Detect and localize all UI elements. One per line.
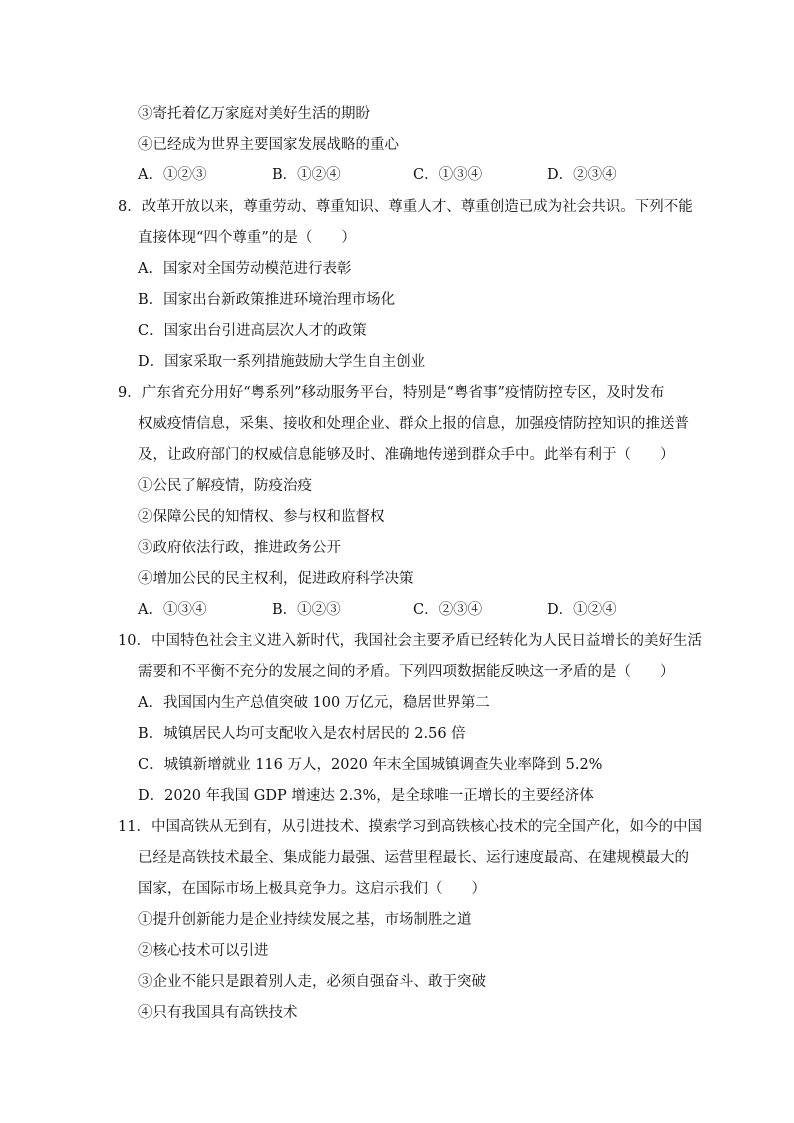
q11-statement-1: ①提升创新能力是企业持续发展之基，市场制胜之道: [138, 912, 472, 928]
q10-option-d[interactable]: D．2020 年我国 GDP 增速达 2.3%，是全球唯一正增长的主要经济体: [138, 788, 594, 804]
q7-choice-b[interactable]: B．①②④: [272, 167, 341, 183]
q7-choices: [138, 165, 658, 185]
q8-option-b[interactable]: B．国家出台新政策推进环境治理市场化: [138, 292, 396, 308]
q10-option-c[interactable]: C．城镇新增就业 116 万人，2020 年末全国城镇调查失业率降到 5.2%: [138, 757, 603, 773]
q10-option-b[interactable]: B．城镇居民人均可支配收入是农村居民的 2.56 倍: [138, 726, 466, 742]
q11-stem-line-3: 国家，在国际市场上极具竞争力。这启示我们（ ）: [138, 881, 486, 897]
q7-choice-a[interactable]: A．①②③: [138, 167, 207, 183]
q9-statement-1: ①公民了解疫情，防疫治疫: [138, 478, 312, 494]
q10-stem-line-1: 10．中国特色社会主义进入新时代，我国社会主要矛盾已经转化为人民日益增长的美好生活: [118, 633, 702, 649]
q9-choice-a[interactable]: A．①③④: [138, 602, 207, 618]
q9-choice-d[interactable]: D．①②④: [547, 602, 617, 618]
q9-statement-3: ③政府依法行政，推进政务公开: [138, 540, 341, 556]
q9-statement-4: ④增加公民的民主权利，促进政府科学决策: [138, 571, 414, 587]
q10-stem-line-2: 需要和不平衡不充分的发展之间的矛盾。下列四项数据能反映这一矛盾的是（ ）: [138, 664, 675, 680]
q11-stem-line-1: 11．中国高铁从无到有，从引进技术、摸索学习到高铁核心技术的完全国产化，如今的中国: [118, 819, 702, 835]
q9-stem-line-3: 及，让政府部门的权威信息能够及时、准确地传递到群众手中。此举有利于（ ）: [138, 447, 675, 463]
q8-option-d[interactable]: D．国家采取一系列措施鼓励大学生自主创业: [138, 354, 426, 370]
q11-statement-2: ②核心技术可以引进: [138, 943, 269, 959]
q11-stem-line-2: 已经是高铁技术最全、集成能力最强、运营里程最长、运行速度最高、在建规模最大的: [138, 850, 689, 866]
q10-option-a[interactable]: A．我国国内生产总值突破 100 万亿元，稳居世界第二: [138, 695, 490, 711]
q7-statement-4: ④已经成为世界主要国家发展战略的重心: [138, 137, 399, 153]
q8-stem-line-2: 直接体现“四个尊重”的是（ ）: [138, 230, 356, 246]
q9-statement-2: ②保障公民的知情权、参与权和监督权: [138, 509, 385, 525]
q7-choice-c[interactable]: C．①③④: [413, 167, 483, 183]
q11-statement-4: ④只有我国具有高铁技术: [138, 1005, 298, 1021]
q9-choice-c[interactable]: C．②③④: [413, 602, 483, 618]
q8-option-c[interactable]: C．国家出台引进高层次人才的政策: [138, 323, 367, 339]
q9-choices: [138, 600, 658, 620]
q8-stem-line-1: 8．改革开放以来，尊重劳动、尊重知识、尊重人才、尊重创造已成为社会共识。下列不能: [118, 199, 693, 215]
q9-choice-b[interactable]: B．①②③: [272, 602, 341, 618]
q7-statement-3: ③寄托着亿万家庭对美好生活的期盼: [138, 106, 370, 122]
q9-stem-line-2: 权威疫情信息，采集、接收和处理企业、群众上报的信息，加强疫情防控知识的推送普: [138, 416, 689, 432]
q8-option-a[interactable]: A．国家对全国劳动模范进行表彰: [138, 261, 352, 277]
q7-choice-d[interactable]: D．②③④: [547, 167, 617, 183]
q9-stem-line-1: 9．广东省充分用好“粤系列”移动服务平台，特别是“粤省事”疫情防控专区，及时发布: [118, 385, 665, 401]
q11-statement-3: ③企业不能只是跟着别人走，必须自强奋斗、敢于突破: [138, 974, 486, 990]
